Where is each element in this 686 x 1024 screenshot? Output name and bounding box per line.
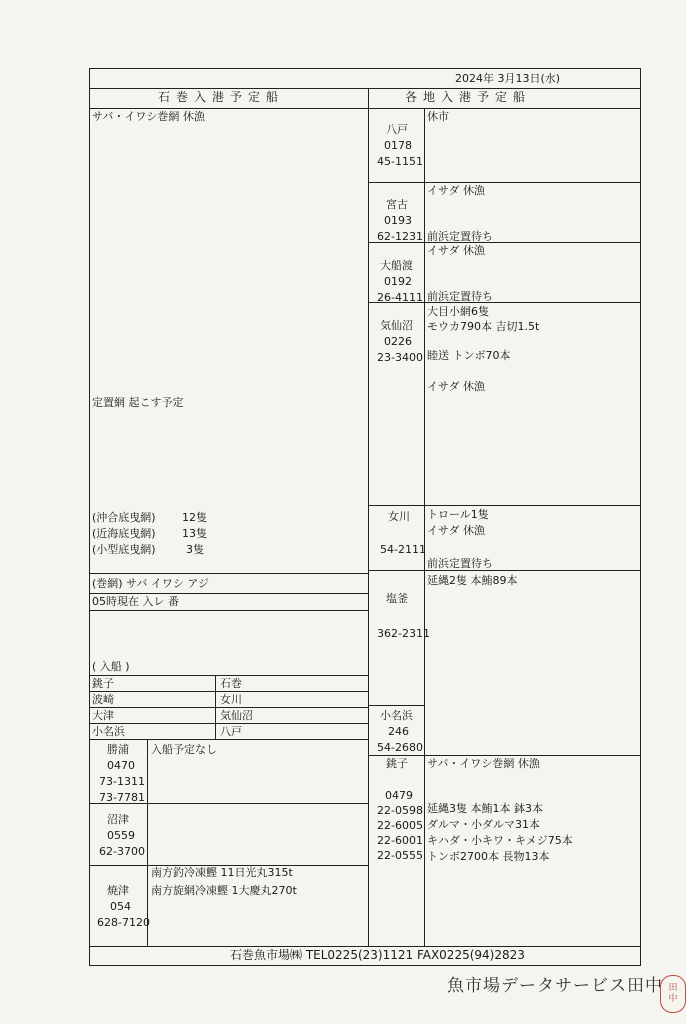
port-tel: 0479 — [385, 789, 413, 802]
port-info: トロール1隻 — [427, 508, 489, 521]
port-tel: 22-6005 — [377, 819, 423, 832]
port-tel: 246 — [388, 725, 409, 738]
nyusen-port-left: 大津 — [92, 709, 114, 722]
port-info: 南方旋網冷凍鰹 1大慶丸270t — [151, 884, 297, 897]
port-name: 大船渡 — [380, 259, 413, 272]
port-info: 前浜定置待ち — [427, 290, 493, 303]
stamp-text: 田 中 — [668, 983, 678, 1004]
port-info: サバ・イワシ巻網 休漁 — [427, 757, 540, 770]
nyusen-port-right: 気仙沼 — [220, 709, 253, 722]
port-tel: 0559 — [107, 829, 135, 842]
port-info: 大目小網6隻 — [427, 305, 489, 318]
port-info: イサダ 休漁 — [427, 184, 485, 197]
port-name: 女川 — [388, 510, 410, 523]
port-name: 八戸 — [386, 123, 408, 136]
port-tel: 23-3400 — [377, 351, 423, 364]
port-info: 南方釣冷凍鰹 11日光丸315t — [151, 866, 293, 879]
nyusen-port-right: 石巻 — [220, 677, 242, 690]
ishinomaki-heading: 石巻入港予定船 — [158, 90, 285, 104]
trawl-label: (小型底曳網) — [92, 543, 156, 556]
port-info: トンボ2700本 長物13本 — [427, 850, 550, 863]
port-tel: 45-1151 — [377, 155, 423, 168]
signature: 魚市場データサービス田中 — [447, 976, 663, 996]
port-name: 小名浜 — [380, 709, 413, 722]
port-name: 沼津 — [107, 813, 129, 826]
port-tel: 54-2680 — [377, 741, 423, 754]
port-name: 銚子 — [386, 757, 408, 770]
nyusen-port-left: 波崎 — [92, 693, 114, 706]
port-tel: 26-4111 — [377, 291, 423, 304]
port-info: イサダ 休漁 — [427, 244, 485, 257]
trawl-count: 3隻 — [186, 543, 204, 556]
port-tel: 054 — [110, 900, 131, 913]
port-tel: 73-7781 — [99, 791, 145, 804]
port-tel: 22-0555 — [377, 849, 423, 862]
port-info: 前浜定置待ち — [427, 557, 493, 570]
port-name: 気仙沼 — [380, 319, 413, 332]
port-tel: 22-0598 — [377, 804, 423, 817]
port-tel: 0178 — [384, 139, 412, 152]
port-info: イサダ 休漁 — [427, 380, 485, 393]
port-info: 睦送 トンボ70本 — [427, 349, 511, 362]
port-tel: 62-3700 — [99, 845, 145, 858]
port-info: 延縄2隻 本鮪89本 — [427, 574, 518, 587]
teichi-status: 定置網 起こす予定 — [92, 396, 184, 409]
report-date: 2024年 3月13日(水) — [455, 72, 561, 85]
trawl-count: 13隻 — [182, 527, 207, 540]
current-status: 05時現在 入レ 番 — [92, 595, 179, 608]
nyusen-label: ( 入船 ) — [92, 660, 130, 673]
trawl-label: (近海底曳網) — [92, 527, 156, 540]
port-tel: 628-7120 — [97, 916, 150, 929]
regional-heading: 各地入港予定船 — [405, 90, 532, 104]
trawl-label: (沖合底曳網) — [92, 511, 156, 524]
name-stamp — [660, 975, 686, 1013]
port-tel: 0192 — [384, 275, 412, 288]
port-name: 宮古 — [386, 198, 408, 211]
nyusen-port-left: 銚子 — [92, 677, 114, 690]
port-tel: 0226 — [384, 335, 412, 348]
port-tel: 362-2311 — [377, 627, 430, 640]
port-info: 入船予定なし — [151, 743, 217, 756]
port-name: 勝浦 — [107, 743, 129, 756]
port-tel: 54-2111 — [380, 543, 426, 556]
port-tel: 22-6001 — [377, 834, 423, 847]
port-info: イサダ 休漁 — [427, 524, 485, 537]
nyusen-port-right: 八戸 — [220, 725, 242, 738]
port-tel: 0470 — [107, 759, 135, 772]
saba-iwashi-status: サバ・イワシ巻網 休漁 — [92, 110, 205, 123]
port-tel: 62-1231 — [377, 230, 423, 243]
port-info: 延縄3隻 本鮪1本 鉢3本 — [427, 802, 543, 815]
port-tel: 73-1311 — [99, 775, 145, 788]
port-tel: 0193 — [384, 214, 412, 227]
port-name: 塩釜 — [386, 592, 408, 605]
nyusen-port-right: 女川 — [220, 693, 242, 706]
port-info: 前浜定置待ち — [427, 230, 493, 243]
port-info: 休市 — [427, 110, 449, 123]
footer-contact: 石巻魚市場㈱ TEL0225(23)1121 FAX0225(94)2823 — [230, 948, 525, 962]
nyusen-port-left: 小名浜 — [92, 725, 125, 738]
makiami-species: (巻網) サバ イワシ アジ — [92, 577, 209, 590]
port-info: キハダ・小キワ・キメジ75本 — [427, 834, 573, 847]
port-name: 焼津 — [107, 884, 129, 897]
port-info: ダルマ・小ダルマ31本 — [427, 818, 540, 831]
trawl-count: 12隻 — [182, 511, 207, 524]
port-info: モウカ790本 吉切1.5t — [427, 320, 540, 333]
